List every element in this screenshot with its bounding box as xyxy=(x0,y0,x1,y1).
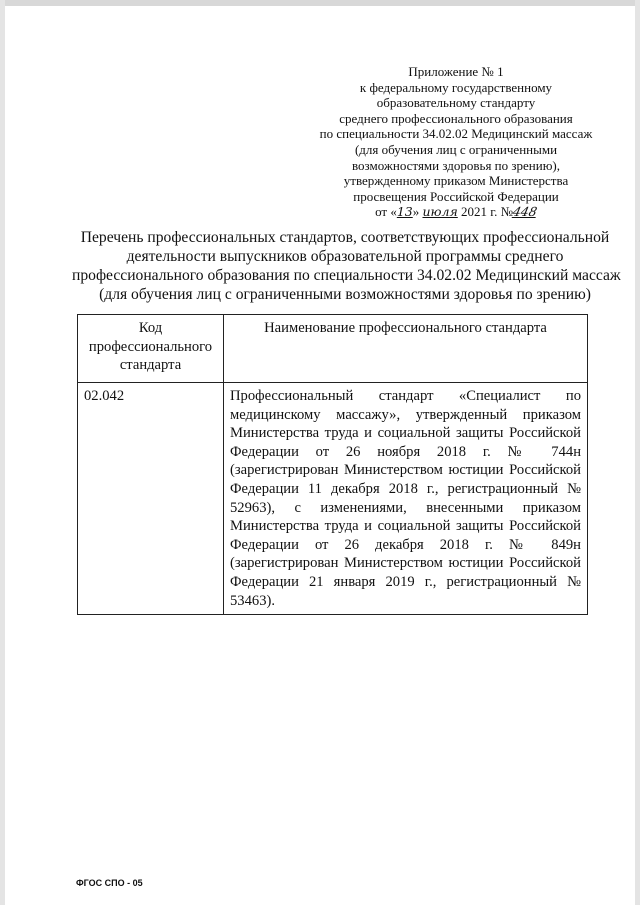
title-line: профессионального образования по специальности 34.02.02 Медицинский массаж xyxy=(72,267,621,284)
appendix-header xyxy=(318,64,594,220)
document-title xyxy=(72,228,621,304)
standard-description: Профессиональный стандарт «Специалист по медицинскому массажу», утвержденный приказом Министерства труда и социальной защиты Российской Федерации от 26 ноября 2018 г. № 744н (зарегистрирован Министерством юстиции Российской Федерации 11 декабря 2018 г., регистрационный № 52963), с изменениями, внесенными приказом Министерства труда и социальной защиты Российской Федерации от 26 декабря 2018 г. № 849н (зарегистрирован Министерством юстиции Российской Федерации 21 января 2019 г., регистрационный № 53463). xyxy=(224,383,588,615)
footer-label: ФГОС СПО - 05 xyxy=(76,878,143,888)
appendix-line: утвержденному приказом Министерства xyxy=(343,173,569,189)
appendix-line: среднего профессионального образования xyxy=(339,110,573,126)
handwritten-day: 13 xyxy=(396,204,413,220)
page-edge-right xyxy=(635,0,640,905)
table-row xyxy=(78,383,588,615)
title-line: Перечень профессиональных стандартов, соответствующих профессиональной xyxy=(80,229,610,246)
standard-code: 02.042 xyxy=(78,383,224,615)
header-code-line: стандарта xyxy=(119,357,182,374)
header-code xyxy=(78,315,224,383)
appendix-line: Приложение № 1 xyxy=(408,64,504,79)
header-name: Наименование профессионального стандарта xyxy=(224,315,588,383)
date-prefix: от « xyxy=(375,204,397,220)
appendix-line: (для обучения лиц с ограниченными xyxy=(354,141,558,157)
handwritten-month: июля xyxy=(422,204,458,220)
date-mid: » xyxy=(412,204,420,220)
title-line: деятельности выпускников образовательной программы среднего xyxy=(126,248,564,265)
header-code-line: Код xyxy=(138,320,163,336)
appendix-line: по специальности 34.02.02 Медицинский массаж xyxy=(319,126,593,142)
table-header-row xyxy=(78,315,588,383)
appendix-line: просвещения Российской Федерации xyxy=(353,188,559,204)
standards-table xyxy=(77,314,588,615)
appendix-line: образовательному стандарту xyxy=(376,95,536,111)
header-code-line: профессионального xyxy=(88,338,213,355)
page-edge-top xyxy=(0,0,640,6)
order-date-line xyxy=(318,204,594,220)
page-edge-left xyxy=(0,0,5,905)
date-year: 2021 г. № xyxy=(461,204,514,220)
appendix-line: к федеральному государственному xyxy=(359,79,553,95)
appendix-line: возможностями здоровья по зрению), xyxy=(352,157,560,173)
handwritten-order-number: 448 xyxy=(511,204,539,220)
title-line: (для обучения лиц с ограниченными возможностями здоровья по зрению) xyxy=(99,286,591,303)
